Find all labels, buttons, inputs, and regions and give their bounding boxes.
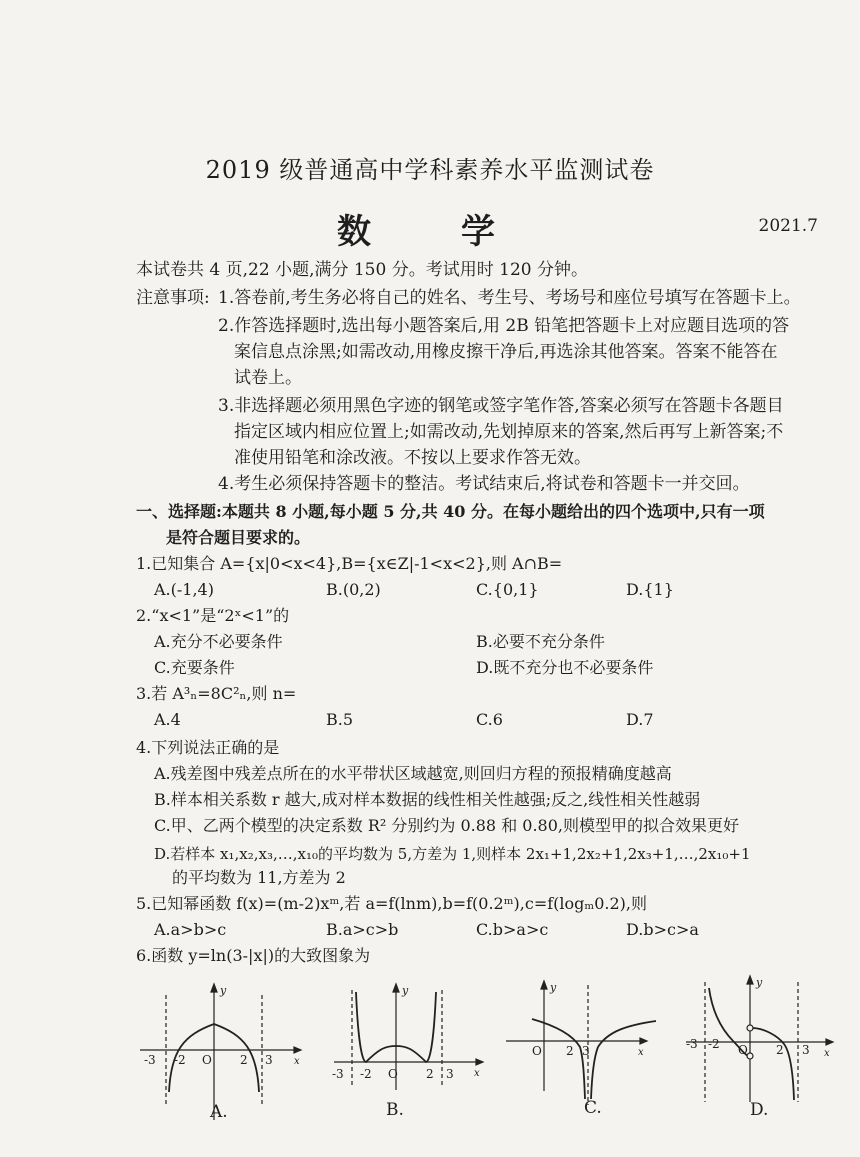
tick-label: -2: [708, 1037, 720, 1051]
tick-label: O: [532, 1044, 542, 1058]
q5-option-b: B.a>c>b: [326, 920, 399, 939]
notice-item-4: 4.考生必须保持答题卡的整洁。考试结束后,将试卷和答题卡一并交回。: [218, 474, 750, 494]
q1-stem: 1.已知集合 A={x|0<x<4},B={x∈Z|-1<x<2},则 A∩B=: [136, 554, 563, 573]
y-axis-label: y: [220, 984, 227, 997]
notice-item-1: 1.答卷前,考生务必将自己的姓名、考生号、考场号和座位号填写在答题卡上。: [218, 288, 801, 308]
open-point: [747, 1025, 753, 1031]
exam-intro: 本试卷共 4 页,22 小题,满分 150 分。考试用时 120 分钟。: [136, 260, 588, 280]
q6-graph-a-label: A.: [210, 1102, 228, 1122]
tick-label: 3: [582, 1044, 590, 1058]
notice-item-2-line-3: 试卷上。: [234, 368, 302, 388]
subject-heading: 数 学: [337, 212, 523, 252]
tick-label: -3: [144, 1053, 156, 1067]
y-axis-arrow-icon: [541, 981, 547, 989]
function-curve-left: [532, 1019, 585, 1099]
x-axis-arrow-icon: [476, 1059, 483, 1065]
notice-item-3-line-2: 指定区域内相应位置上;如需改动,先划掉原来的答案,然后再写上新答案;不: [234, 422, 784, 442]
q1-option-d: D.{1}: [626, 580, 674, 599]
function-curve-right: [752, 1028, 794, 1100]
q5-option-a: A.a>b>c: [154, 920, 227, 939]
tick-label: -2: [360, 1067, 372, 1081]
q3-option-c: C.6: [476, 710, 503, 729]
q3-stem: 3.若 A³ₙ=8C²ₙ,则 n=: [136, 684, 297, 703]
tick-label: 2: [240, 1053, 248, 1067]
q6-stem: 6.函数 y=ln(3-|x|)的大致图象为: [136, 946, 371, 965]
y-axis-arrow-icon: [393, 984, 399, 992]
q6-graph-b-label: B.: [386, 1100, 404, 1120]
q3-option-b: B.5: [326, 710, 354, 729]
x-axis-label: x: [474, 1068, 480, 1079]
q4-option-a: A.残差图中残差点所在的水平带状区域越宽,则回归方程的预报精确度越高: [154, 764, 672, 783]
q6-graph-b: [328, 980, 498, 1130]
notice-item-3-line-1: 3.非选择题必须用黑色字迹的钢笔或签字笔作答,答案必须写在答题卡各题目: [218, 396, 784, 416]
q5-option-d: D.b>c>a: [626, 920, 699, 939]
x-axis-arrow-icon: [294, 1047, 301, 1053]
tick-label: 3: [802, 1043, 810, 1057]
q6-graph-c-label: C.: [584, 1098, 602, 1118]
section-heading-line-2: 是符合题目要求的。: [166, 528, 311, 547]
q2-option-d: D.既不充分也不必要条件: [476, 658, 654, 677]
y-axis-arrow-icon: [211, 984, 217, 992]
x-axis-label: x: [824, 1048, 830, 1059]
y-axis-arrow-icon: [747, 976, 753, 984]
x-axis-arrow-icon: [640, 1038, 647, 1044]
q2-option-a: A.充分不必要条件: [154, 632, 283, 651]
notice-item-2-line-2: 案信息点涂黑;如需改动,用橡皮擦干净后,再选涂其他答案。答案不能答在: [234, 342, 778, 362]
function-curve-right: [591, 1021, 656, 1099]
q5-stem: 5.已知幂函数 f(x)=(m-2)xᵐ,若 a=f(lnm),b=f(0.2ᵐ),c=f(logₘ0.2),则: [136, 894, 647, 913]
q6-graph-c: [504, 975, 664, 1115]
q3-option-a: A.4: [154, 710, 181, 729]
y-axis-label: y: [402, 984, 409, 997]
tick-label: -3: [686, 1037, 698, 1051]
notice-label: 注意事项:: [136, 288, 210, 308]
open-point: [747, 1053, 753, 1059]
q4-option-c: C.甲、乙两个模型的决定系数 R² 分别约为 0.88 和 0.80,则模型甲的拟合效果更好: [154, 816, 739, 835]
tick-label: O: [388, 1067, 398, 1081]
q6-graph-d: [680, 970, 840, 1120]
q4-stem: 4.下列说法正确的是: [136, 738, 280, 757]
notice-item-3-line-3: 准使用铅笔和涂改液。不按以上要求作答无效。: [234, 448, 591, 468]
exam-date: 2021.7: [758, 216, 818, 236]
q1-option-c: C.{0,1}: [476, 580, 539, 599]
q1-option-a: A.(-1,4): [154, 580, 214, 599]
tick-label: O: [738, 1043, 748, 1057]
q2-option-c: C.充要条件: [154, 658, 235, 677]
x-axis-label: x: [638, 1047, 644, 1058]
x-axis-arrow-icon: [826, 1039, 833, 1045]
q4-option-d-line-1: D.若样本 x₁,x₂,x₃,…,x₁₀的平均数为 5,方差为 1,则样本 2x₁+1,2x₂+1,2x₃+1,…,2x₁₀+1: [154, 845, 751, 863]
tick-label: -3: [332, 1067, 344, 1081]
q4-option-b: B.样本相关系数 r 越大,成对样本数据的线性相关性越强;反之,线性相关性越弱: [154, 790, 701, 809]
tick-label: 3: [446, 1067, 454, 1081]
q1-option-b: B.(0,2): [326, 580, 381, 599]
tick-label: 2: [776, 1043, 784, 1057]
tick-label: -2: [174, 1053, 186, 1067]
tick-label: 2: [426, 1067, 434, 1081]
section-heading-line-1: 一、选择题:本题共 8 小题,每小题 5 分,共 40 分。在每小题给出的四个选项中,只有一项: [136, 502, 765, 521]
tick-label: 2: [566, 1044, 574, 1058]
y-axis-label: y: [756, 976, 763, 989]
exam-title: 2019 级普通高中学科素养水平监测试卷: [205, 156, 655, 184]
tick-label: 3: [265, 1053, 273, 1067]
tick-label: O: [202, 1053, 212, 1067]
q3-option-d: D.7: [626, 710, 654, 729]
notice-item-2-line-1: 2.作答选择题时,选出每小题答案后,用 2B 铅笔把答题卡上对应题目选项的答: [218, 316, 790, 336]
q6-graph-d-label: D.: [750, 1100, 769, 1120]
q2-stem: 2.“x<1”是“2ˣ<1”的: [136, 606, 290, 625]
q2-option-b: B.必要不充分条件: [476, 632, 605, 651]
y-axis-label: y: [550, 981, 557, 994]
q5-option-c: C.b>a>c: [476, 920, 549, 939]
q4-option-d-line-2: 的平均数为 11,方差为 2: [172, 868, 346, 887]
x-axis-label: x: [294, 1056, 300, 1067]
